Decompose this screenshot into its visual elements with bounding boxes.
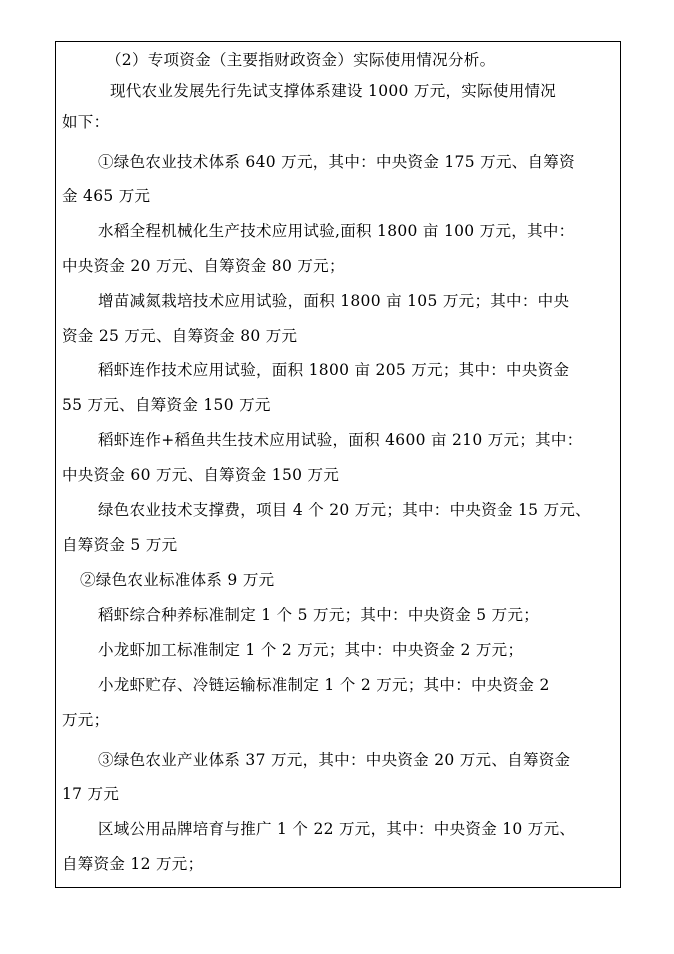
paragraph-line: ①绿色农业技术体系 640 万元，其中：中央资金 175 万元、自筹资 <box>98 153 575 171</box>
paragraph-line: 小龙虾加工标准制定 1 个 2 万元；其中：中央资金 2 万元； <box>98 641 524 659</box>
paragraph-line: 资金 25 万元、自筹资金 80 万元 <box>62 327 298 345</box>
paragraph-line: 水稻全程机械化生产技术应用试验,面积 1800 亩 100 万元，其中： <box>98 222 575 240</box>
paragraph-line: 如下： <box>62 113 110 131</box>
paragraph-line: 金 465 万元 <box>62 187 151 205</box>
paragraph-line: 稻虾综合种养标准制定 1 个 5 万元；其中：中央资金 5 万元； <box>98 606 540 624</box>
paragraph-line: 万元； <box>62 711 110 729</box>
paragraph-line: 增苗减氮栽培技术应用试验，面积 1800 亩 105 万元；其中：中央 <box>98 292 570 310</box>
paragraph-line: 中央资金 60 万元、自筹资金 150 万元 <box>62 466 340 484</box>
paragraph-line: 区域公用品牌培育与推广 1 个 22 万元，其中：中央资金 10 万元、 <box>98 820 576 838</box>
paragraph-line: 自筹资金 5 万元 <box>62 536 178 554</box>
paragraph-line: 自筹资金 12 万元； <box>62 855 204 873</box>
paragraph-line: 中央资金 20 万元、自筹资金 80 万元； <box>62 257 345 275</box>
paragraph-line: ②绿色农业标准体系 9 万元 <box>80 571 275 589</box>
paragraph-line: 稻虾连作技术应用试验，面积 1800 亩 205 万元；其中：中央资金 <box>98 361 570 379</box>
paragraph-line: 小龙虾贮存、冷链运输标准制定 1 个 2 万元；其中：中央资金 2 <box>98 676 550 694</box>
paragraph-line: ③绿色农业产业体系 37 万元，其中：中央资金 20 万元、自筹资金 <box>98 751 571 769</box>
section-heading: （2）专项资金（主要指财政资金）实际使用情况分析。 <box>106 51 496 69</box>
paragraph-line: 55 万元、自筹资金 150 万元 <box>62 396 271 414</box>
paragraph-line: 稻虾连作+稻鱼共生技术应用试验，面积 4600 亩 210 万元；其中： <box>98 431 583 449</box>
paragraph-line: 17 万元 <box>62 785 120 803</box>
paragraph-line: 现代农业发展先行先试支撑体系建设 1000 万元，实际使用情况 <box>110 82 557 100</box>
paragraph-line: 绿色农业技术支撑费，项目 4 个 20 万元；其中：中央资金 15 万元、 <box>98 501 591 519</box>
document-frame <box>55 41 621 888</box>
